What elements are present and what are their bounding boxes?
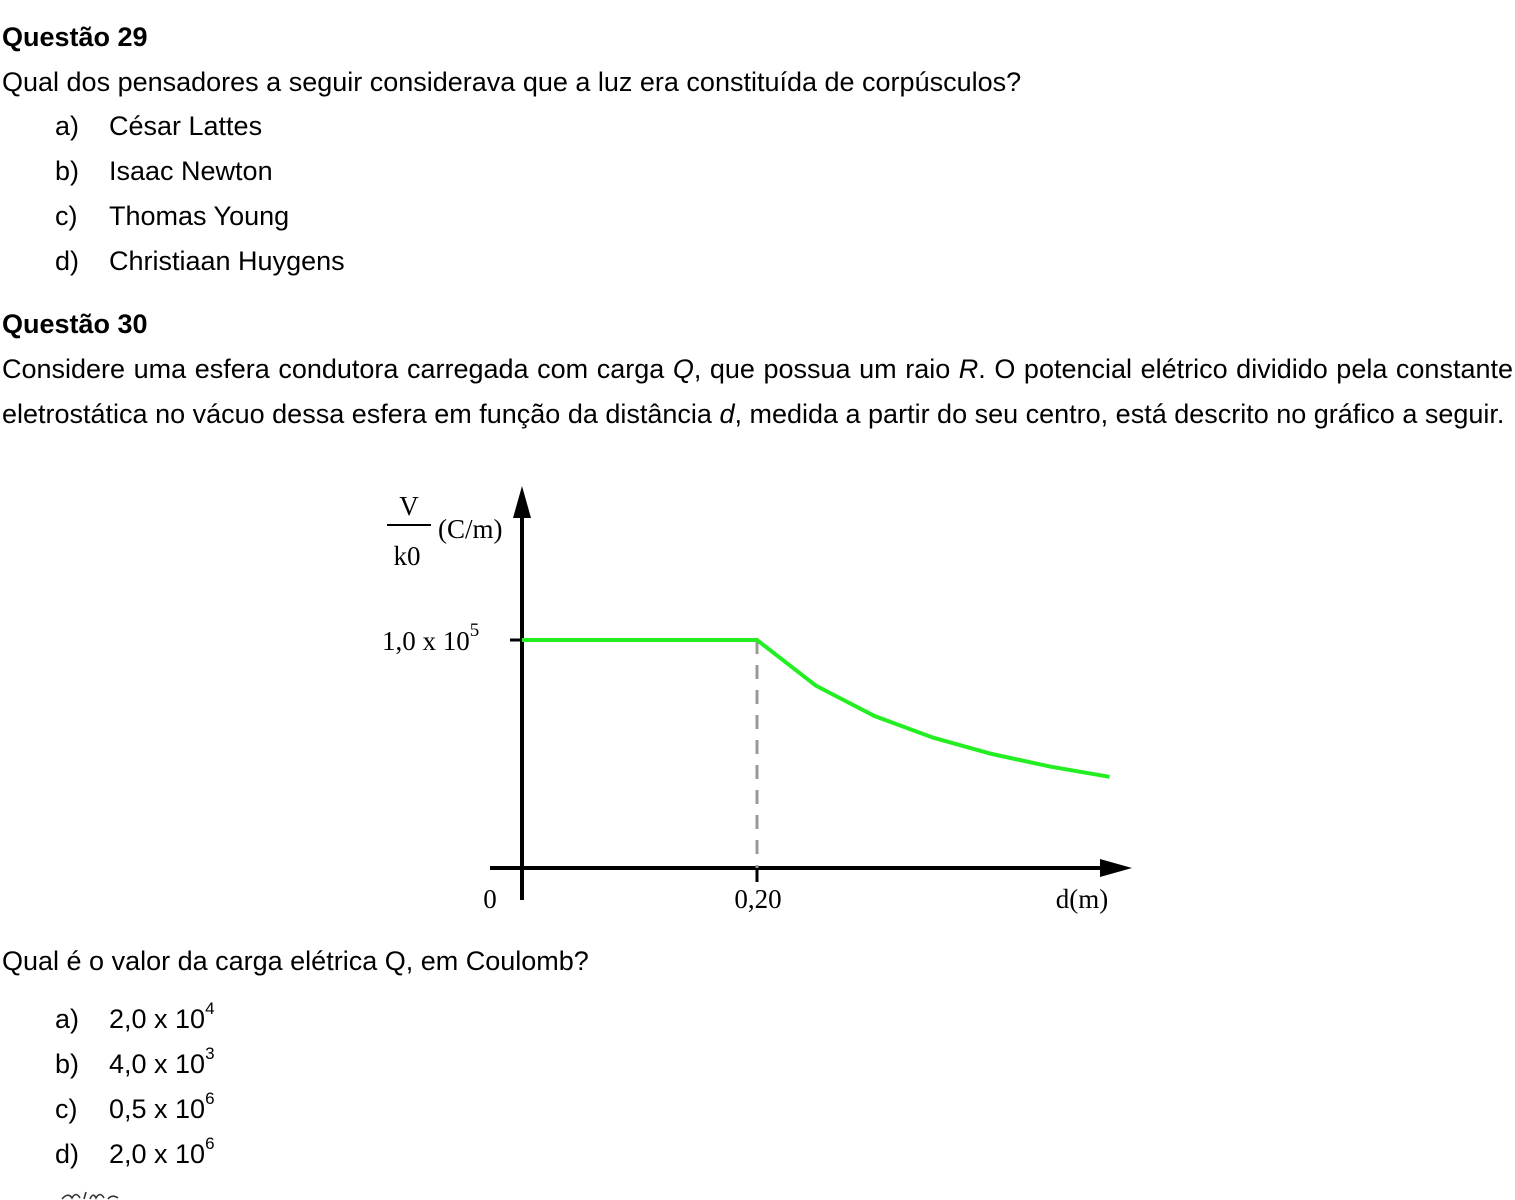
option-exp: 6 xyxy=(205,1089,215,1108)
x-axis-arrow xyxy=(1100,859,1132,877)
option-text: Isaac Newton xyxy=(109,156,273,186)
potential-chart xyxy=(360,478,1150,918)
y-tick-exp: 5 xyxy=(469,620,480,641)
y-tick-label xyxy=(382,620,479,656)
question-30-text: Qual é o valor da carga elétrica Q, em Coulomb? xyxy=(2,946,589,976)
option-letter: b) xyxy=(55,156,80,186)
option-base: 4,0 x 10 xyxy=(109,1049,206,1079)
y-label-unit: (C/m) xyxy=(438,514,503,544)
question-29-title: Questão 29 xyxy=(2,22,148,52)
option-text: Christiaan Huygens xyxy=(109,246,345,276)
q29-option-b xyxy=(55,149,345,194)
option-letter: b) xyxy=(55,1049,80,1079)
y-tick-base: 1,0 x 10 xyxy=(382,626,470,656)
option-text: Thomas Young xyxy=(109,201,290,231)
option-text: César Lattes xyxy=(109,111,263,141)
option-exp: 3 xyxy=(205,1044,215,1063)
question-29-text: Qual dos pensadores a seguir considerava que a luz era constituída de corpúsculos? xyxy=(2,67,1022,97)
option-letter: a) xyxy=(55,1004,80,1034)
option-letter: d) xyxy=(55,1139,80,1169)
intro-var-q: Q xyxy=(672,354,694,384)
series-line-potential xyxy=(522,640,1110,777)
question-30-title: Questão 30 xyxy=(2,309,148,339)
option-base: 0,5 x 10 xyxy=(109,1094,206,1124)
q30-option-b xyxy=(55,1042,215,1087)
intro-part: , medida a partir do seu centro, está descrito no gráfico a seguir. xyxy=(734,399,1505,429)
q30-option-c xyxy=(55,1087,215,1132)
intro-var-r: R xyxy=(958,354,979,384)
intro-part: . O potencial elétrico dividido pela constante eletrostática no vácuo dessa esfera em função da distância xyxy=(2,354,1513,429)
y-axis-arrow xyxy=(513,486,531,518)
q30-option-d xyxy=(55,1132,215,1177)
option-base: 2,0 x 10 xyxy=(109,1004,206,1034)
y-label-numerator: V xyxy=(399,491,419,521)
question-30-options xyxy=(55,997,215,1177)
q29-option-c xyxy=(55,194,345,239)
q30-option-a xyxy=(55,997,215,1042)
option-letter: a) xyxy=(55,111,80,141)
x-origin-label: 0 xyxy=(483,884,497,914)
q29-option-d xyxy=(55,239,345,284)
option-letter: c) xyxy=(55,1094,78,1124)
option-letter: d) xyxy=(55,246,80,276)
cut-off-handwriting-mark xyxy=(60,1186,120,1200)
intro-var-d: d xyxy=(719,399,735,429)
x-tick-label: 0,20 xyxy=(734,884,782,914)
question-29-options xyxy=(55,104,345,284)
option-letter: c) xyxy=(55,201,78,231)
option-exp: 6 xyxy=(205,1134,215,1153)
intro-part: Considere uma esfera condutora carregada com carga xyxy=(2,354,673,384)
question-30-intro xyxy=(2,347,1513,437)
option-exp: 4 xyxy=(205,999,215,1018)
q29-option-a xyxy=(55,104,345,149)
intro-part: , que possua um raio xyxy=(693,354,959,384)
y-label-denominator: k0 xyxy=(393,541,421,571)
option-base: 2,0 x 10 xyxy=(109,1139,206,1169)
x-axis-label: d(m) xyxy=(1055,884,1109,914)
